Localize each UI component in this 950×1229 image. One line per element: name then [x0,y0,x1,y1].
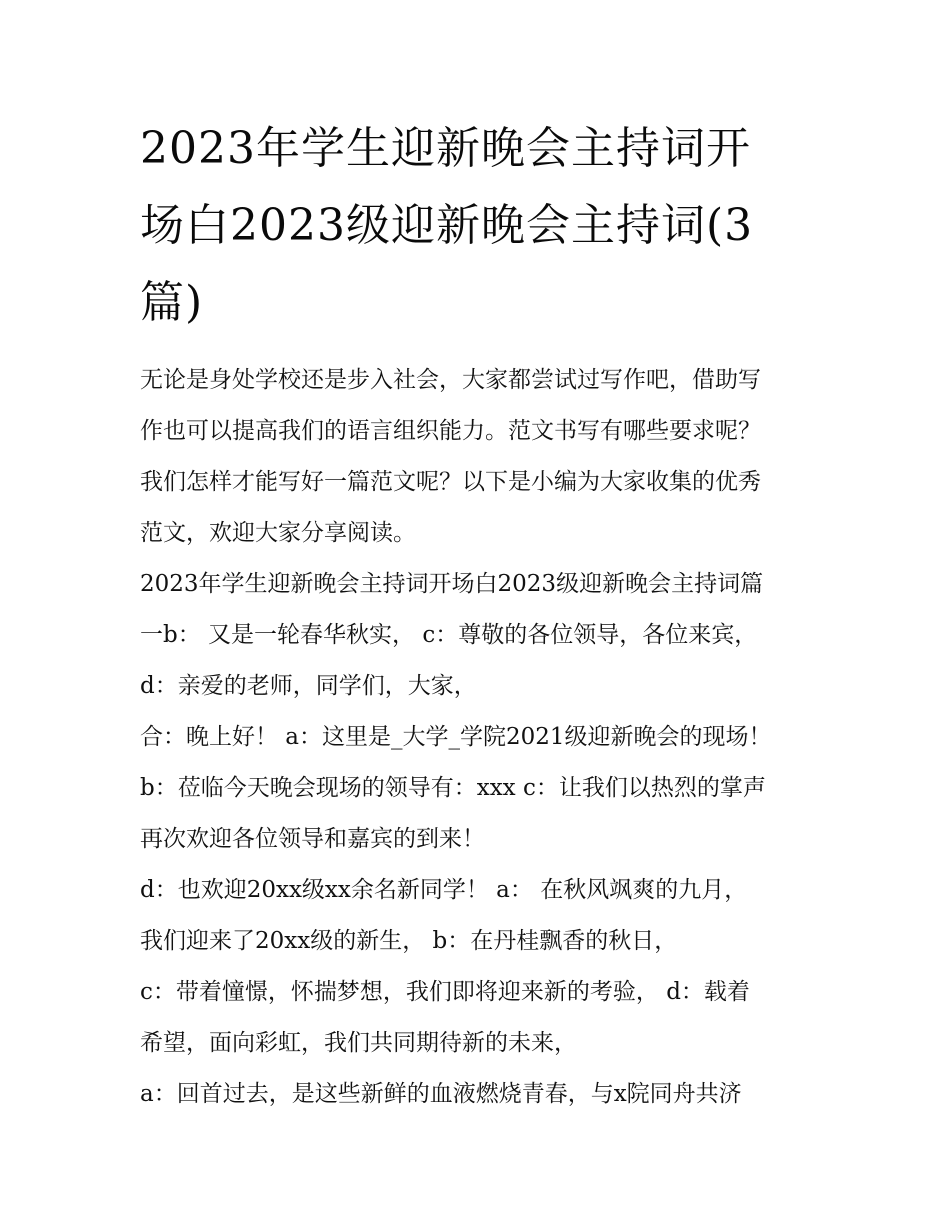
title-line: 篇) [140,277,204,328]
body-line: a：回首过去，是这些新鲜的血液燃烧青春，与x院同舟共济 [140,1081,742,1107]
title-line: 场白2023级迎新晚会主持词(3 [140,200,754,251]
body-line: 无论是身处学校还是步入社会，大家都尝试过写作吧，借助写 [140,367,761,393]
body-line: 范文，欢迎大家分享阅读。 [140,520,416,546]
body-line: b：莅临今天晚会现场的领导有：xxx c：让我们以热烈的掌声 [140,775,766,801]
body-line: 2023年学生迎新晚会主持词开场白2023级迎新晚会主持词篇 [140,571,764,597]
body-line: 我们迎来了20xx级的新生， b：在丹桂飘香的秋日， [140,928,678,954]
body-line: 合：晚上好！ a：这里是_大学_学院2021级迎新晚会的现场！ [140,724,772,750]
document-title [140,110,820,341]
body-line: 一b： 又是一轮春华秋实， c：尊敬的各位领导，各位来宾， [140,622,758,648]
body-line: 再次欢迎各位领导和嘉宾的到来！ [140,826,485,852]
body-line: 我们怎样才能写好一篇范文呢？以下是小编为大家收集的优秀 [140,469,761,495]
body-line: 希望，面向彩虹，我们共同期待新的未来， [140,1030,577,1056]
document-page [140,110,820,1120]
body-line: 作也可以提高我们的语言组织能力。范文书写有哪些要求呢？ [140,418,761,444]
body-line: d：也欢迎20xx级xx余名新同学！ a： 在秋风飒爽的九月， [140,877,748,903]
document-body [140,355,820,1120]
title-line: 2023年学生迎新晚会主持词开 [140,123,751,174]
body-line: c：带着憧憬，怀揣梦想，我们即将迎来新的考验， d：载着 [140,979,750,1005]
body-line: d：亲爱的老师，同学们，大家， [140,673,477,699]
